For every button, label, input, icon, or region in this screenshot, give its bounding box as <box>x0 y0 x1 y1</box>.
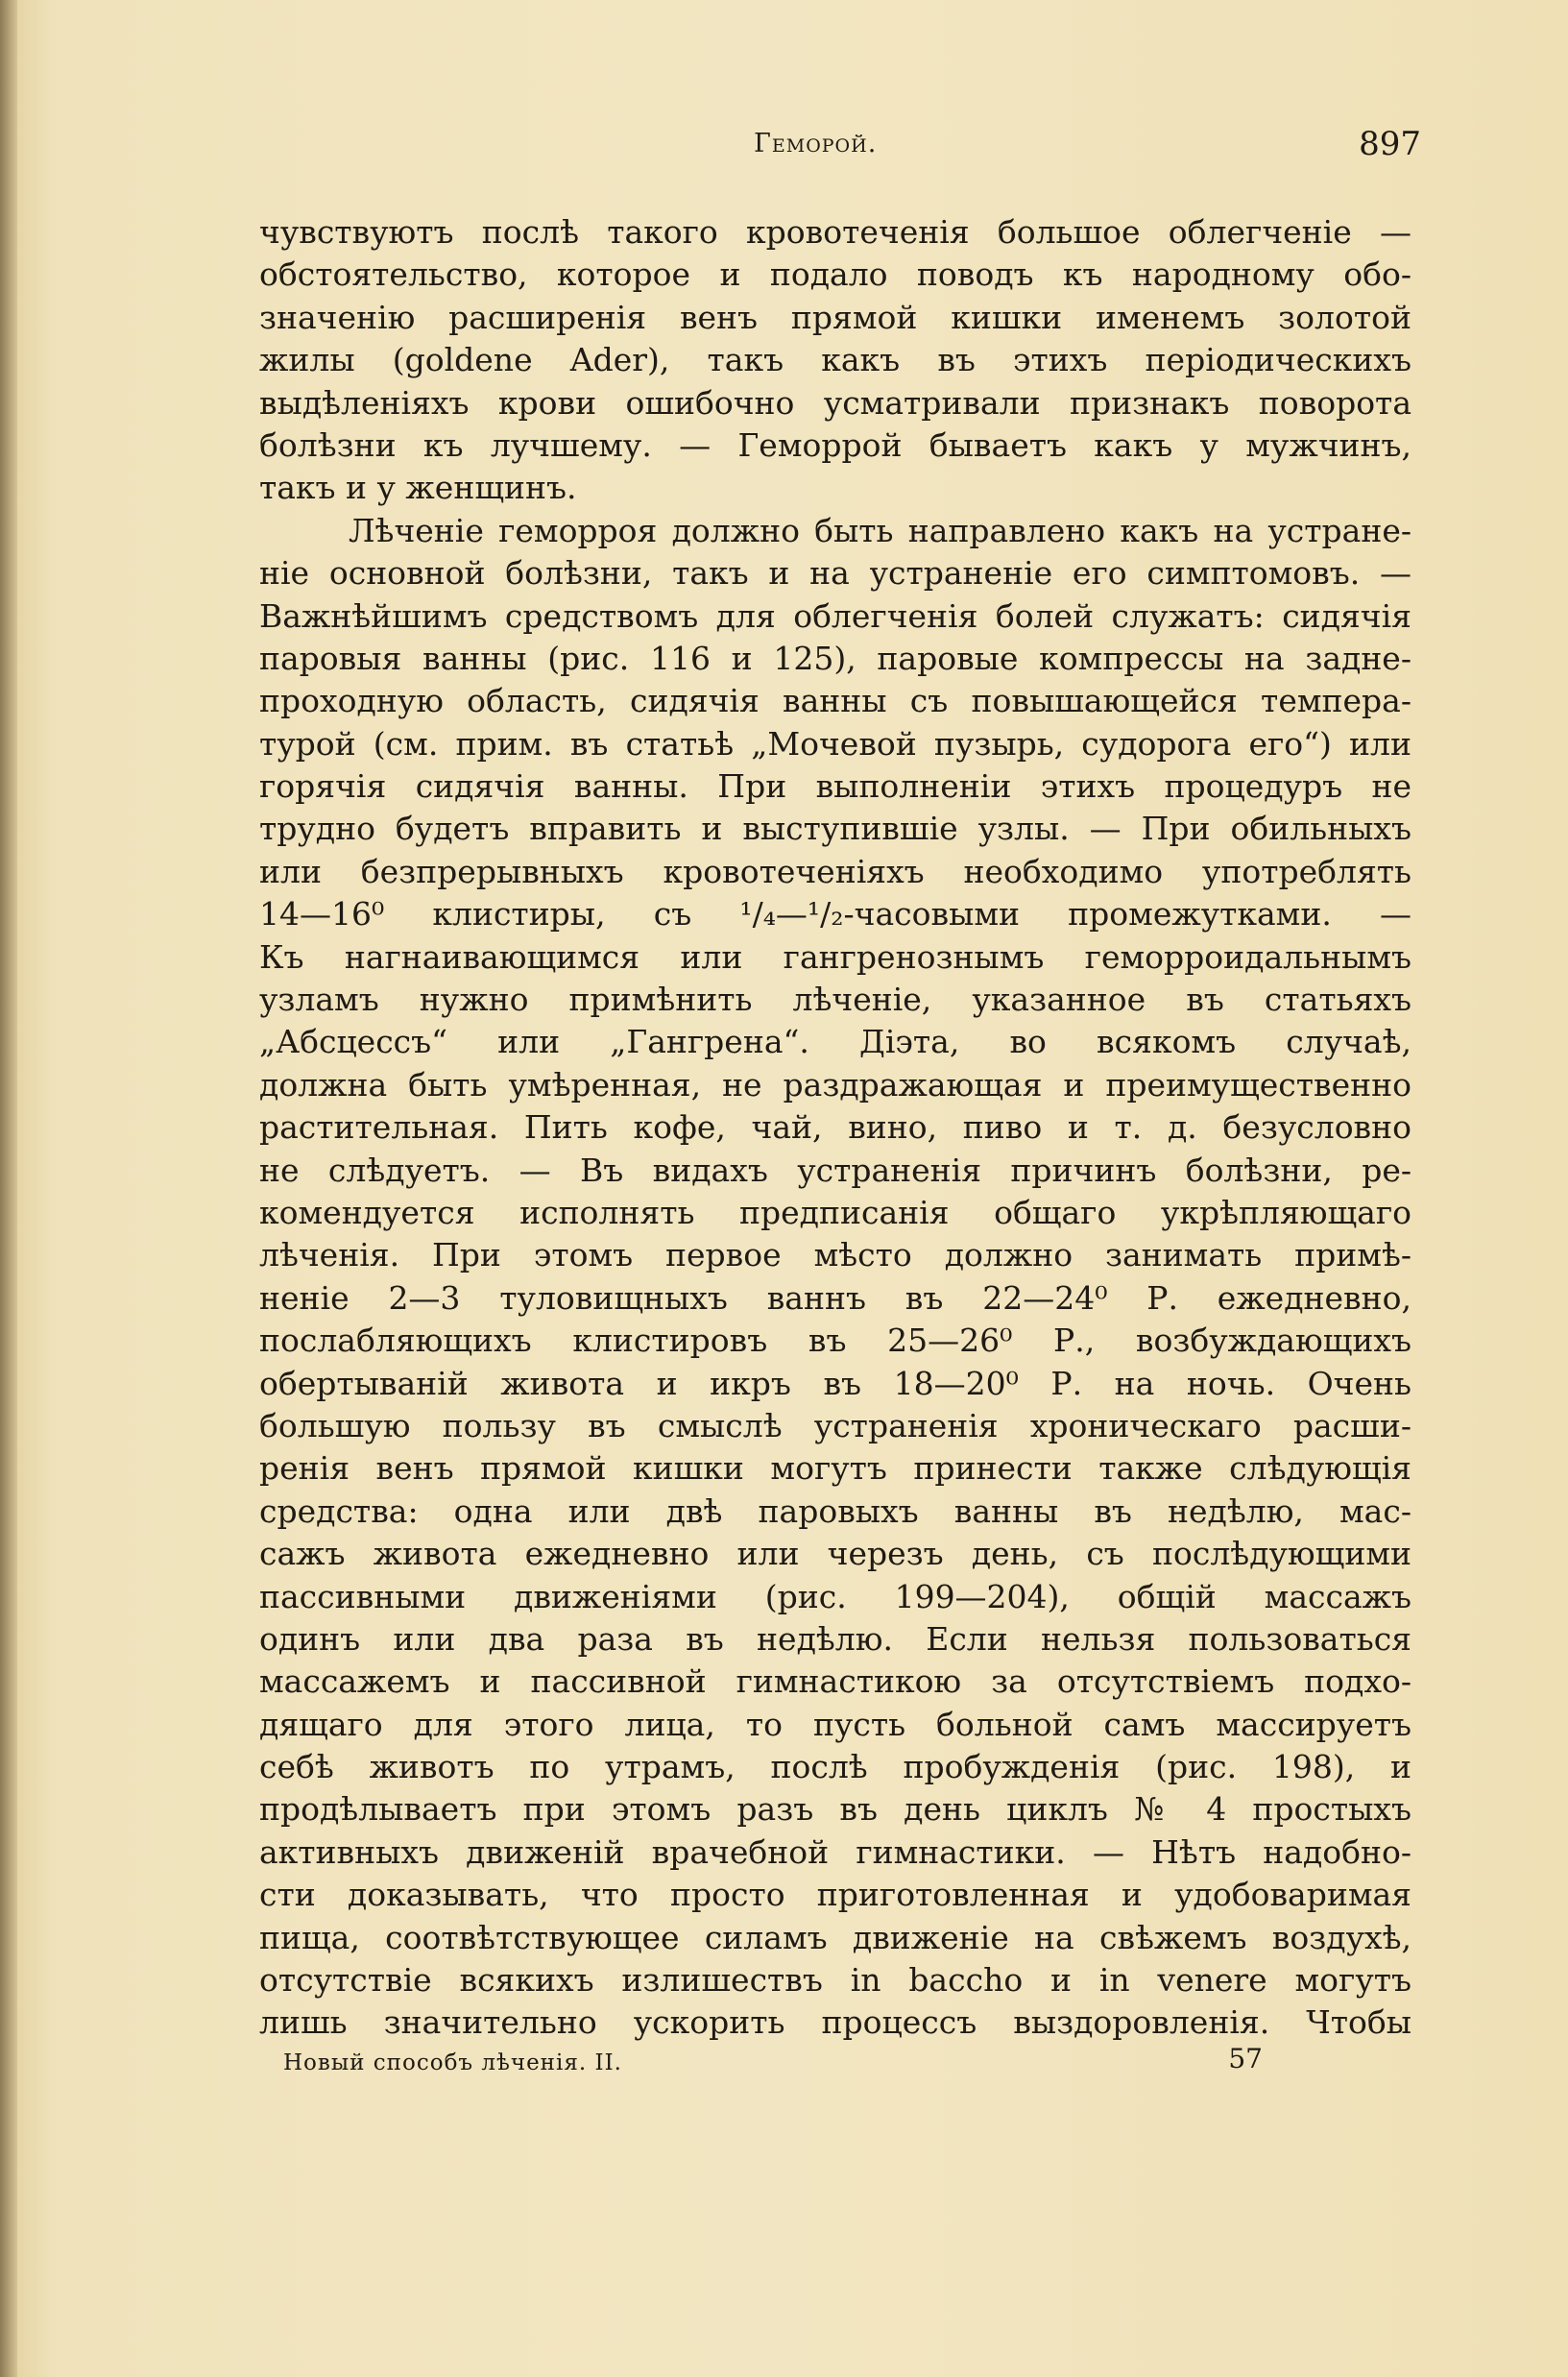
text-line: жилы (goldene Ader), такъ какъ въ этихъ періодическихъ <box>259 341 1411 379</box>
text-line: чувствуютъ послѣ такого кровотеченія большое облегченіе — <box>259 213 1411 251</box>
text-line: не слѣдуетъ. — Въ видахъ устраненія причинъ болѣзни, ре- <box>259 1151 1411 1189</box>
text-line: узламъ нужно примѣнить лѣченіе, указанное въ статьяхъ <box>259 981 1411 1019</box>
text-line: значенію расширенія венъ прямой кишки именемъ золотой <box>259 298 1411 336</box>
text-line: дящаго для этого лица, то пусть больной самъ массируетъ <box>259 1705 1411 1743</box>
text-line: большую пользу въ смыслѣ устраненія хроническаго расши- <box>259 1406 1411 1444</box>
page-footer <box>283 2043 1263 2081</box>
text-line: сажъ живота ежедневно или черезъ день, съ послѣдующими <box>259 1535 1411 1573</box>
text-line: обертываній живота и икръ въ 18—20⁰ Р. на ночь. Очень <box>259 1364 1411 1402</box>
text-line: неніе 2—3 туловищныхъ ваннъ въ 22—24⁰ Р. ежедневно, <box>259 1278 1411 1317</box>
text-line: пища, соотвѣтствующее силамъ движеніе на свѣжемъ воздухѣ, <box>259 1918 1411 1956</box>
text-line: Къ нагнаивающимся или гангренознымъ геморроидальнымъ <box>259 937 1411 976</box>
text-line: горячія сидячія ванны. При выполненіи этихъ процедуръ не <box>259 767 1411 806</box>
text-line: активныхъ движеній врачебной гимнастики. — Нѣтъ надобно- <box>259 1832 1411 1871</box>
text-line: ренія венъ прямой кишки могутъ принести также слѣдующія <box>259 1449 1411 1488</box>
text-line: „Абсцессъ“ или „Гангрена“. Діэта, во всякомъ случаѣ, <box>259 1023 1411 1061</box>
running-title: Геморой. <box>754 129 878 158</box>
text-line: обстоятельство, которое и подало поводъ къ народному обо- <box>259 255 1411 294</box>
text-line: Важнѣйшимъ средствомъ для облегченія болей служатъ: сидячія <box>259 596 1411 635</box>
text-line: средства: одна или двѣ паровыхъ ванны въ недѣлю, мас- <box>259 1492 1411 1530</box>
page-gutter <box>0 0 17 2377</box>
text-line: или безпрерывныхъ кровотеченіяхъ необходимо употреблять <box>259 852 1411 890</box>
text-line: трудно будетъ вправить и выступившіе узлы. — При обильныхъ <box>259 810 1411 848</box>
text-line: растительная. Пить кофе, чай, вино, пиво и т. д. безусловно <box>259 1108 1411 1147</box>
text-line: сти доказывать, что просто приготовленная и удобоваримая <box>259 1876 1411 1914</box>
signature-line: Новый способъ лѣченія. II. <box>283 2050 622 2075</box>
text-line: турой (см. прим. въ статьѣ „Мочевой пузырь, судорога его“) или <box>259 724 1411 763</box>
text-line: одинъ или два раза въ недѣлю. Если нельзя пользоваться <box>259 1619 1411 1658</box>
text-line: себѣ животъ по утрамъ, послѣ пробужденія (рис. 198), и <box>259 1748 1411 1786</box>
text-line: ніе основной болѣзни, такъ и на устраненіе его симптомовъ. — <box>259 554 1411 593</box>
text-line: пассивными движеніями (рис. 199—204), общій массажъ <box>259 1577 1411 1615</box>
text-line: Лѣченіе геморроя должно быть направлено какъ на устране- <box>349 511 1411 549</box>
text-line: продѣлываетъ при этомъ разъ въ день циклъ № 4 простыхъ <box>259 1790 1411 1829</box>
text-line: послабляющихъ клистировъ въ 25—26⁰ Р., возбуждающихъ <box>259 1322 1411 1360</box>
text-line: массажемъ и пассивной гимнастикою за отсутствіемъ подхо- <box>259 1662 1411 1701</box>
text-line: лѣченія. При этомъ первое мѣсто должно занимать примѣ- <box>259 1236 1411 1274</box>
text-line: такъ и у женщинъ. <box>259 469 577 507</box>
text-line: комендуется исполнять предписанія общаго укрѣпляющаго <box>259 1193 1411 1231</box>
signature-number: 57 <box>1228 2043 1263 2074</box>
text-line: проходную область, сидячія ванны съ повышающейся темпера- <box>259 682 1411 720</box>
text-line: болѣзни къ лучшему. — Геморрой бываетъ какъ у мужчинъ, <box>259 425 1411 464</box>
body-text <box>259 211 1411 2045</box>
page-header <box>259 123 1421 171</box>
text-line: 14—16⁰ клистиры, съ ¹/₄—¹/₂-часовыми промежутками. — <box>259 895 1411 934</box>
page-number: 897 <box>1359 125 1421 163</box>
text-line: должна быть умѣренная, не раздражающая и преимущественно <box>259 1065 1411 1104</box>
text-line: выдѣленіяхъ крови ошибочно усматривали признакъ поворота <box>259 383 1411 422</box>
text-line: паровыя ванны (рис. 116 и 125), паровые компрессы на задне- <box>259 639 1411 677</box>
text-line: лишь значительно ускорить процессъ выздоровленія. Чтобы <box>259 2003 1411 2042</box>
text-line: отсутствіе всякихъ излишествъ in baccho и in venere могутъ <box>259 1961 1411 2000</box>
